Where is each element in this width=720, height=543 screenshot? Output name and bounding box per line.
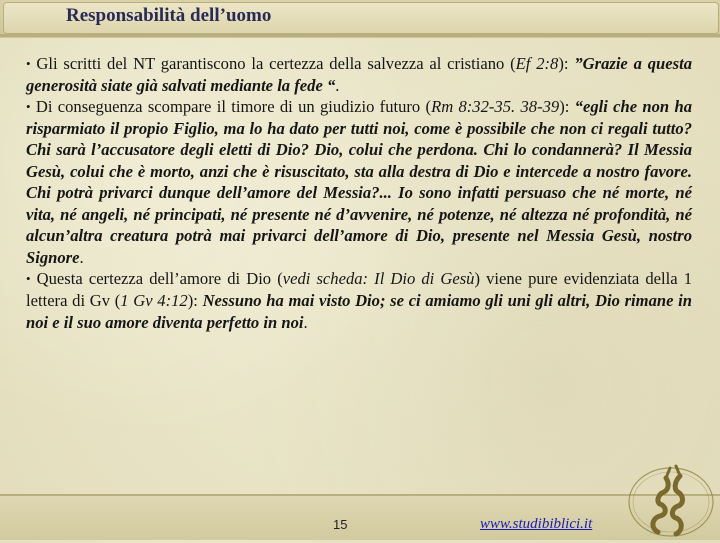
p1-text-b: ): bbox=[558, 54, 575, 73]
p1-ref: Ef 2:8 bbox=[515, 54, 559, 73]
p3-quote: Nessuno ha mai visto Dio; se ci amiamo gli uni gli altri, Dio rimane in noi e il suo amore diventa perfetto in noi bbox=[26, 291, 692, 332]
p2-quote: “egli che non ha risparmiato il propio Figlio, ma lo ha dato per tutti noi, come è possibile che non ci regali tutto? Chi sarà l’accusatore degli eletti di Dio? Dio, colui che perdona. Chi lo condannerà? Il Messia Gesù, colui che è morto, anzi che è risuscitato, sta alla destra di Dio e intercede a nostro favore. Chi potrà privarci dunque dell’amore del Messia?... Io sono infatti persuaso che né morte, né vita, né angeli, né principati, né presente né d’avvenire, né potenze, né altezza né profondità, né alcun’altra creatura potrà mai privarci dell’amore di Dio, presente nel Messia Gesù, nostro Signore bbox=[26, 97, 692, 267]
p2-text-a: Di conseguenza scompare il timore di un giudizio futuro ( bbox=[30, 97, 432, 117]
p3-ref-1: vedi scheda: Il Dio di Gesù bbox=[282, 269, 475, 289]
title-divider bbox=[0, 34, 720, 37]
website-link[interactable]: www.studibiblici.it bbox=[480, 516, 593, 532]
p1-quote: ”Grazie a questa generosità siate già salvati mediante la fede “ bbox=[26, 54, 692, 95]
paragraph-3 bbox=[26, 268, 692, 333]
p3-text-a: Questa certezza dell’amore di Dio ( bbox=[30, 269, 283, 289]
p2-ref: Rm 8:32-35. 38-39 bbox=[431, 97, 560, 117]
paragraph-1 bbox=[26, 53, 692, 96]
title-bar bbox=[0, 0, 720, 38]
studibiblici-logo-icon bbox=[626, 460, 716, 538]
slide-content bbox=[26, 53, 692, 333]
bullet-icon: • bbox=[26, 99, 31, 115]
p2-text-b: ): bbox=[559, 97, 575, 117]
p3-text-d: . bbox=[303, 312, 308, 332]
p1-text-c: . bbox=[335, 75, 340, 95]
slide-title: Responsabilità dell’uomo bbox=[66, 5, 272, 26]
paragraph-2 bbox=[26, 96, 692, 268]
bullet-icon: • bbox=[26, 271, 31, 287]
footer-bar bbox=[0, 496, 720, 540]
bullet-icon: • bbox=[26, 56, 31, 71]
p1-text-a: Gli scritti del NT garantiscono la certezza della salvezza al cristiano ( bbox=[30, 54, 516, 73]
p3-text-c: ): bbox=[187, 291, 203, 311]
p2-text-c: . bbox=[79, 247, 84, 267]
page-number: 15 bbox=[333, 517, 348, 532]
p3-text-b: ) viene pure evidenziata della 1 lettera di Gv ( bbox=[26, 269, 692, 311]
p3-ref-2: 1 Gv 4:12 bbox=[120, 291, 188, 311]
